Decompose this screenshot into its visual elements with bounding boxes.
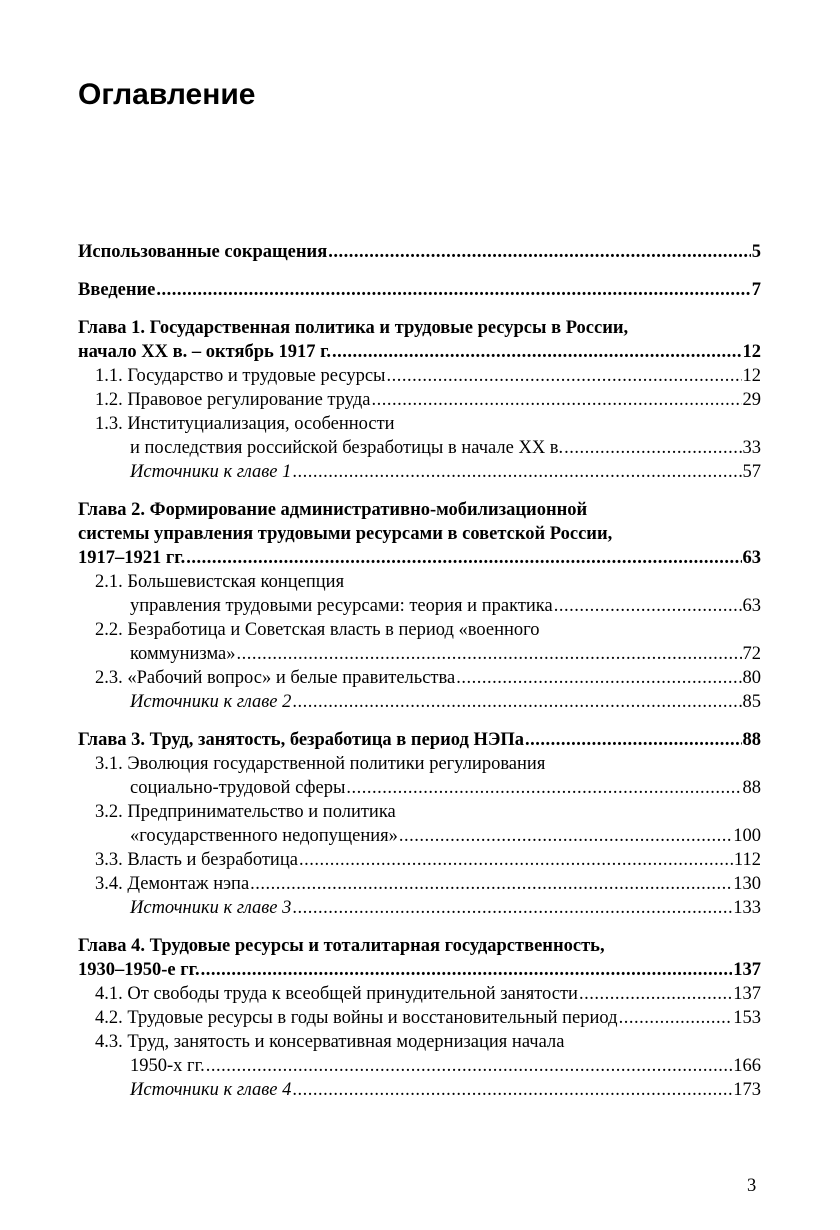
toc-entry-label: Источники к главе 4 bbox=[130, 1080, 292, 1100]
dot-leader bbox=[186, 546, 741, 570]
toc-entry-label: 3.4. Демонтаж нэпа bbox=[95, 874, 250, 894]
dot-leader bbox=[564, 436, 741, 460]
toc-section-3-2[interactable] bbox=[78, 824, 761, 848]
dot-leader bbox=[328, 240, 751, 264]
toc-section-3-1[interactable] bbox=[78, 776, 761, 800]
toc-entry-label: 1917–1921 гг. bbox=[78, 548, 186, 568]
dot-leader bbox=[206, 1054, 733, 1078]
toc-page-number: 57 bbox=[742, 462, 761, 482]
toc-page-number: 100 bbox=[733, 826, 761, 846]
toc-page-number: 112 bbox=[733, 850, 761, 870]
toc-page-number: 85 bbox=[742, 692, 761, 712]
toc-page-number: 153 bbox=[733, 1008, 761, 1028]
dot-leader bbox=[292, 896, 732, 920]
toc-page-number: 29 bbox=[742, 390, 761, 410]
toc-section-2-1[interactable] bbox=[78, 594, 761, 618]
toc-chapter-4-title-line[interactable] bbox=[78, 934, 761, 958]
toc-entry-label: Глава 3. Труд, занятость, безработица в период НЭПа bbox=[78, 730, 525, 750]
toc-page-number: 12 bbox=[742, 366, 761, 386]
toc-section-4-3[interactable] bbox=[78, 1054, 761, 1078]
toc-entry-label: социально-трудовой сферы bbox=[130, 778, 346, 798]
toc-chapter-4[interactable] bbox=[78, 958, 761, 982]
toc-entry-label: 2.3. «Рабочий вопрос» и белые правительства bbox=[95, 668, 456, 688]
toc-page-number: 130 bbox=[733, 874, 761, 894]
toc-entry-label: «государственного недопущения» bbox=[130, 826, 398, 846]
toc-section-1-3-title-line[interactable] bbox=[78, 412, 761, 436]
toc-section-4-2[interactable] bbox=[78, 1006, 761, 1030]
toc-entry-introduction[interactable] bbox=[78, 278, 761, 302]
toc-sources-chapter-4[interactable] bbox=[78, 1078, 761, 1102]
toc-chapter-1-title-line[interactable] bbox=[78, 316, 761, 340]
dot-leader bbox=[292, 1078, 732, 1102]
toc-page-number: 63 bbox=[742, 596, 761, 616]
dot-leader bbox=[250, 872, 732, 896]
dot-leader bbox=[201, 958, 733, 982]
toc-page-number: 7 bbox=[751, 280, 761, 300]
toc-entry-label: 1.2. Правовое регулирование труда bbox=[95, 390, 371, 410]
toc-entry-label: 1930–1950-е гг. bbox=[78, 960, 200, 980]
toc-entry-label: Использованные сокращения bbox=[78, 242, 328, 262]
toc-section-2-2[interactable] bbox=[78, 642, 761, 666]
dot-leader bbox=[332, 340, 741, 364]
dot-leader bbox=[456, 666, 741, 690]
toc-entry-label: Источники к главе 1 bbox=[130, 462, 292, 482]
toc-entry-label: и последствия российской безработицы в начале XX в. bbox=[130, 438, 564, 458]
dot-leader bbox=[579, 982, 732, 1006]
toc-section-4-1[interactable] bbox=[78, 982, 761, 1006]
toc-entry-label: Глава 2. Формирование административно-мобилизационной bbox=[78, 500, 588, 520]
toc-section-1-3[interactable] bbox=[78, 436, 761, 460]
dot-leader bbox=[619, 1006, 733, 1030]
toc-entry-abbreviations[interactable] bbox=[78, 240, 761, 264]
dot-leader bbox=[292, 690, 741, 714]
toc-chapter-1[interactable] bbox=[78, 340, 761, 364]
toc-page-number: 63 bbox=[742, 548, 761, 568]
toc-section-3-2-title-line[interactable] bbox=[78, 800, 761, 824]
dot-leader bbox=[292, 460, 741, 484]
toc-entry-label: 3.1. Эволюция государственной политики регулирования bbox=[95, 754, 546, 774]
toc-entry-label: системы управления трудовыми ресурсами в советской России, bbox=[78, 524, 613, 544]
toc-chapter-2-title-line[interactable] bbox=[78, 498, 761, 522]
toc-section-2-1-title-line[interactable] bbox=[78, 570, 761, 594]
toc-page-number: 137 bbox=[733, 960, 761, 980]
toc-entry-label: Введение bbox=[78, 280, 156, 300]
toc-chapter-2-title-line[interactable] bbox=[78, 522, 761, 546]
toc-page-number: 133 bbox=[733, 898, 761, 918]
toc-chapter-3[interactable] bbox=[78, 728, 761, 752]
toc-chapter-2[interactable] bbox=[78, 546, 761, 570]
dot-leader bbox=[237, 642, 742, 666]
toc-section-3-3[interactable] bbox=[78, 848, 761, 872]
dot-leader bbox=[386, 364, 741, 388]
toc-entry-label: 3.2. Предпринимательство и политика bbox=[95, 802, 396, 822]
dot-leader bbox=[299, 848, 733, 872]
toc-page-number: 88 bbox=[742, 778, 761, 798]
page-number: 3 bbox=[747, 1176, 757, 1196]
toc-entry-label: Источники к главе 2 bbox=[130, 692, 292, 712]
toc-entry-label: коммунизма» bbox=[130, 644, 236, 664]
toc-page-number: 88 bbox=[742, 730, 761, 750]
page-title: Оглавление bbox=[78, 78, 256, 111]
toc-section-3-1-title-line[interactable] bbox=[78, 752, 761, 776]
toc-entry-label: управления трудовыми ресурсами: теория и практика bbox=[130, 596, 553, 616]
toc-page-number: 166 bbox=[733, 1056, 761, 1076]
dot-leader bbox=[554, 594, 742, 618]
toc-sources-chapter-2[interactable] bbox=[78, 690, 761, 714]
toc-section-1-2[interactable] bbox=[78, 388, 761, 412]
toc-sources-chapter-1[interactable] bbox=[78, 460, 761, 484]
toc-section-4-3-title-line[interactable] bbox=[78, 1030, 761, 1054]
dot-leader bbox=[525, 728, 741, 752]
toc-sources-chapter-3[interactable] bbox=[78, 896, 761, 920]
toc-entry-label: 2.2. Безработица и Советская власть в период «военного bbox=[95, 620, 540, 640]
dot-leader bbox=[371, 388, 741, 412]
toc-entry-label: 4.2. Трудовые ресурсы в годы войны и восстановительный период bbox=[95, 1008, 618, 1028]
toc-page-number: 173 bbox=[733, 1080, 761, 1100]
toc-entry-label: 3.3. Власть и безработица bbox=[95, 850, 298, 870]
dot-leader bbox=[399, 824, 732, 848]
toc-page-number: 80 bbox=[742, 668, 761, 688]
toc-entry-label: Глава 1. Государственная политика и трудовые ресурсы в России, bbox=[78, 318, 629, 338]
toc-entry-label: 2.1. Большевистская концепция bbox=[95, 572, 345, 592]
toc-entry-label: Глава 4. Трудовые ресурсы и тоталитарная государственность, bbox=[78, 936, 605, 956]
dot-leader bbox=[346, 776, 741, 800]
table-of-contents bbox=[78, 240, 761, 1102]
toc-section-1-1[interactable] bbox=[78, 364, 761, 388]
toc-page-number: 12 bbox=[742, 342, 761, 362]
toc-section-2-2-title-line[interactable] bbox=[78, 618, 761, 642]
toc-entry-label: 4.3. Труд, занятость и консервативная модернизация начала bbox=[95, 1032, 565, 1052]
toc-entry-label: 4.1. От свободы труда к всеобщей принудительной занятости bbox=[95, 984, 578, 1004]
toc-section-3-4[interactable] bbox=[78, 872, 761, 896]
toc-page-number: 137 bbox=[733, 984, 761, 1004]
toc-entry-label: 1.3. Институциализация, особенности bbox=[95, 414, 395, 434]
toc-entry-label: 1.1. Государство и трудовые ресурсы bbox=[95, 366, 386, 386]
toc-entry-label: Источники к главе 3 bbox=[130, 898, 292, 918]
toc-section-2-3[interactable] bbox=[78, 666, 761, 690]
dot-leader bbox=[156, 278, 750, 302]
toc-page-number: 5 bbox=[751, 242, 761, 262]
toc-page-number: 33 bbox=[742, 438, 761, 458]
toc-page-number: 72 bbox=[742, 644, 761, 664]
toc-entry-label: 1950-х гг. bbox=[130, 1056, 205, 1076]
toc-entry-label: начало XX в. – октябрь 1917 г. bbox=[78, 342, 332, 362]
